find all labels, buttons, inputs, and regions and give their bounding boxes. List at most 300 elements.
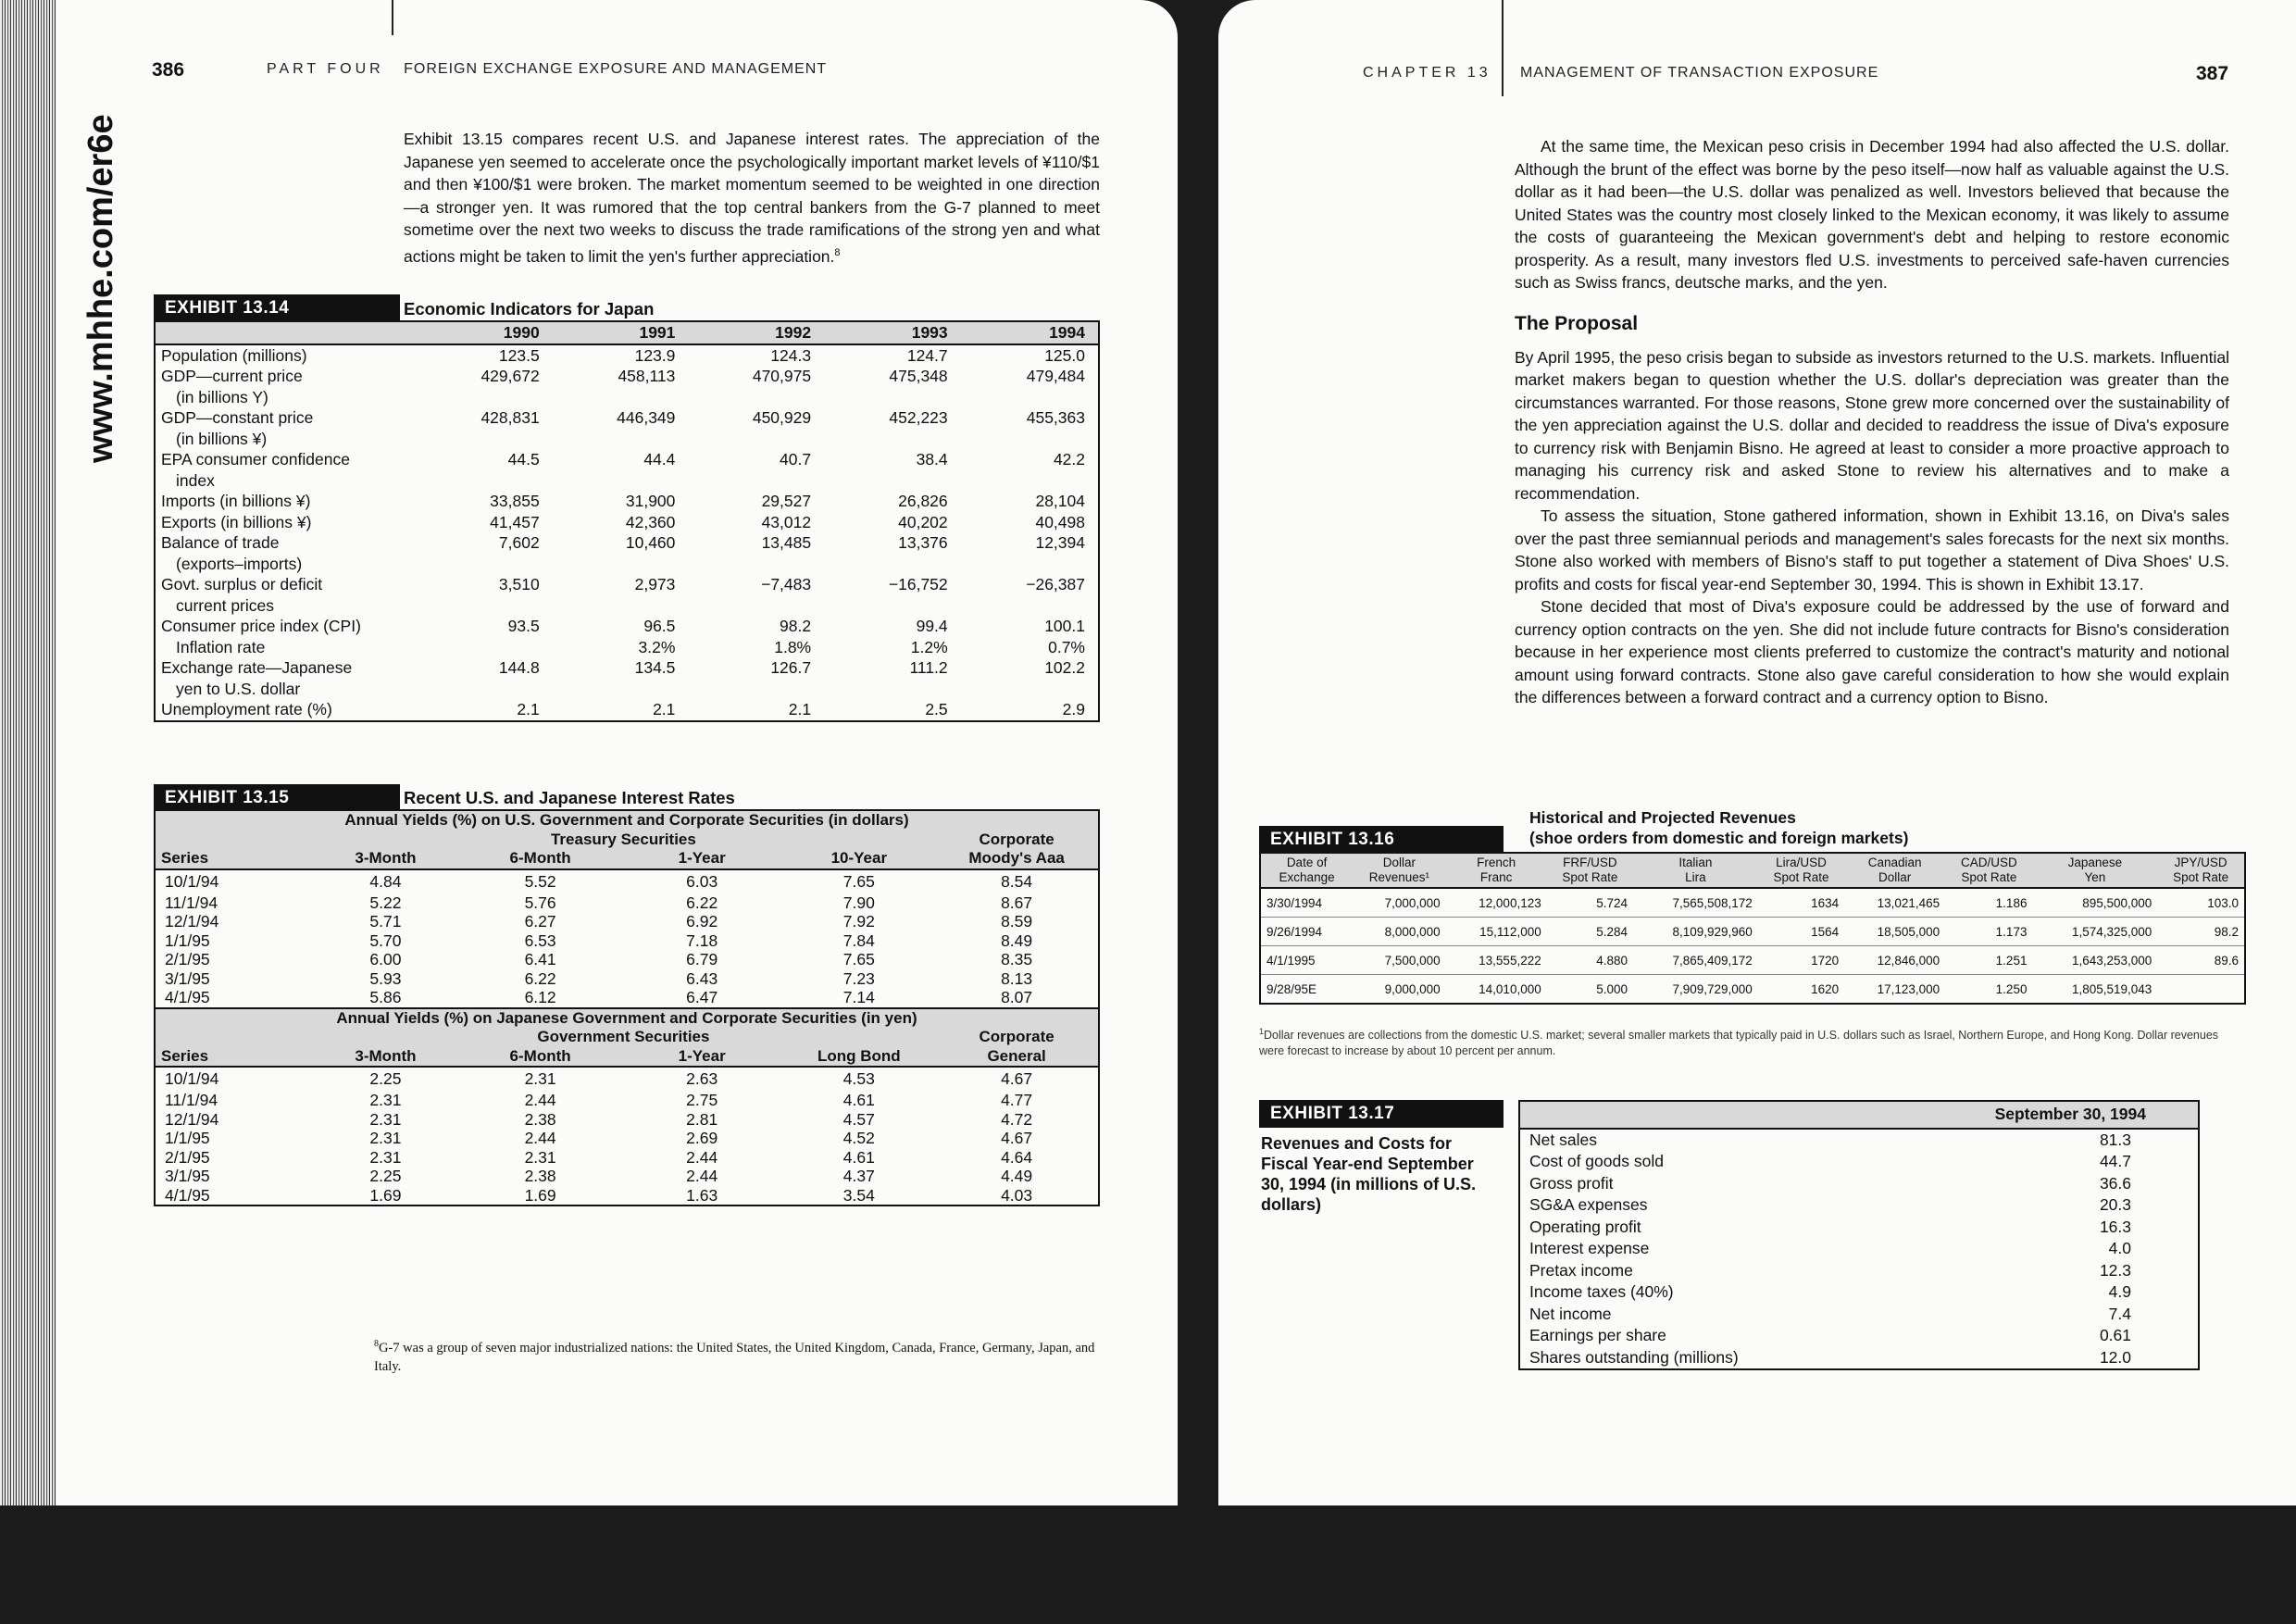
table-cell: 4.57 — [842, 1109, 875, 1129]
table-row — [155, 366, 1099, 407]
table-cell: 144.8 — [498, 658, 540, 677]
table-cell: 2/1/95 — [165, 950, 210, 968]
left-page — [0, 0, 1178, 1505]
table-row — [155, 1067, 1099, 1091]
table-cell: 7,865,409,172 — [1633, 946, 1758, 975]
paragraph-assess: To assess the situation, Stone gathered information, shown in Exhibit 13.16, on Diva's sales over the past three semiannual periods and management's sales forecasts for the next six months. Stone also worked with members of Bisno's staff to put together a statement of Diva Shoes' U.S. profits and costs for fiscal year-end September 30, 1994. This is shown in Exhibit 13.17. — [1515, 506, 2229, 593]
column-header-line: Franc — [1479, 870, 1513, 884]
row-label: SG&A expenses — [1529, 1195, 1648, 1214]
table-cell: 6.03 — [686, 871, 718, 891]
exhibit-1317-column-header: September 30, 1994 — [1519, 1101, 2199, 1129]
table-cell: 1/1/95 — [165, 1129, 210, 1147]
table-cell: 1,643,253,000 — [2032, 946, 2157, 975]
table-cell: 6.47 — [686, 988, 718, 1006]
row-value: 36.6 — [2099, 1173, 2131, 1193]
exhibit-1314-body — [155, 344, 1099, 721]
intro-paragraph-block — [404, 128, 1100, 268]
table-cell: 28,104 — [1035, 492, 1085, 510]
table-row — [1260, 918, 2245, 946]
table-cell: 124.3 — [770, 345, 812, 365]
table-cell: 5.71 — [369, 912, 402, 931]
row-value: 81.3 — [2099, 1130, 2131, 1149]
table-cell: 4.880 — [1547, 946, 1633, 975]
table-cell: 2.31 — [524, 1069, 556, 1089]
row-label-main: EPA consumer confidence — [161, 450, 350, 468]
exhibit-1317-table — [1518, 1100, 2200, 1370]
row-value: 7.4 — [2108, 1304, 2131, 1323]
table-cell: 42.2 — [1053, 450, 1085, 468]
table-row — [155, 988, 1099, 1008]
table-cell: 12/1/94 — [165, 1109, 219, 1129]
table-row — [155, 616, 1099, 637]
table-row — [1519, 1217, 2199, 1239]
table-row — [155, 1186, 1099, 1206]
column-header: Series — [155, 849, 312, 869]
table-cell: 1.8% — [774, 637, 812, 656]
running-head-left — [267, 61, 827, 78]
column-header: 6-Month — [459, 1047, 621, 1068]
table-cell: 4.61 — [842, 1147, 875, 1167]
exhibit-1316-title — [1529, 807, 1908, 848]
column-header: Series — [155, 1047, 312, 1068]
table-cell: 4.52 — [842, 1129, 875, 1147]
table-cell: 470,975 — [752, 367, 812, 385]
right-page — [1218, 0, 2296, 1505]
column-header: Moody's Aaa — [935, 849, 1099, 869]
running-head-title-right: MANAGEMENT OF TRANSACTION EXPOSURE — [1520, 65, 1879, 81]
column-header-line: Spot Rate — [1773, 870, 1829, 884]
table-cell: −7,483 — [761, 575, 812, 593]
row-label — [155, 699, 417, 721]
year-header: 1993 — [824, 321, 961, 344]
table-cell: 102.2 — [1044, 658, 1085, 677]
table-cell: 3.54 — [842, 1185, 875, 1205]
row-value: 4.9 — [2108, 1282, 2131, 1301]
table-cell: 7,565,508,172 — [1633, 888, 1758, 918]
row-label: Earnings per share — [1529, 1326, 1666, 1344]
row-label: Cost of goods sold — [1529, 1152, 1664, 1170]
table-cell: 458,113 — [618, 367, 676, 385]
row-label — [155, 574, 417, 616]
table-cell: 1720 — [1758, 946, 1844, 975]
table-cell: 4.49 — [1001, 1167, 1033, 1185]
chapter-label: CHAPTER 13 — [1363, 65, 1491, 81]
year-header: 1990 — [417, 321, 553, 344]
table-cell: 5.22 — [369, 893, 402, 912]
column-header — [2032, 853, 2157, 888]
row-value: 20.3 — [2099, 1195, 2131, 1214]
running-head-part: PART FOUR — [267, 61, 384, 77]
row-label: Gross profit — [1529, 1173, 1614, 1193]
table-cell: 2.75 — [686, 1091, 718, 1109]
table-cell: 10/1/94 — [165, 871, 219, 891]
row-label-main: Exchange rate—Japanese — [161, 658, 353, 677]
row-label — [155, 637, 417, 658]
exhibit-1315-body — [155, 810, 1099, 1206]
table-cell: 126.7 — [770, 658, 812, 677]
column-header-line: Italian — [1678, 856, 1713, 869]
row-label — [155, 344, 417, 367]
table-cell: 17,123,000 — [1844, 975, 1945, 1005]
column-header-line: Spot Rate — [1961, 870, 2017, 884]
row-label-main: Inflation rate — [176, 637, 266, 656]
note-mark: 1 — [1259, 1027, 1265, 1036]
table-cell: 10,460 — [625, 533, 676, 552]
exhibit-1314-table — [154, 320, 1100, 722]
sidebar-url: www.mhhe.com/er6e — [81, 114, 120, 463]
table-cell: 4.72 — [1001, 1109, 1033, 1129]
section-heading-proposal: The Proposal — [1515, 312, 1639, 334]
table-cell: 2.1 — [788, 700, 812, 718]
table-row — [1519, 1260, 2199, 1282]
row-label-sub: index — [176, 470, 215, 490]
table-row — [155, 1148, 1099, 1168]
table-cell: 44.4 — [643, 450, 676, 468]
row-label — [155, 491, 417, 512]
column-header-line: Yen — [2084, 870, 2106, 884]
table-cell: 4.03 — [1001, 1185, 1033, 1205]
table-row — [155, 574, 1099, 616]
table-cell: 93.5 — [507, 617, 540, 635]
table-cell: 1/1/95 — [165, 931, 210, 950]
table-row — [155, 931, 1099, 951]
jp-column-headers — [155, 1047, 1099, 1068]
table-cell: 7.23 — [842, 968, 875, 988]
table-cell: 12,846,000 — [1844, 946, 1945, 975]
table-cell: 31,900 — [625, 492, 676, 510]
column-header: 1-Year — [621, 849, 783, 869]
table-cell: 29,527 — [761, 492, 812, 510]
table-row — [155, 407, 1099, 449]
table-row — [155, 637, 1099, 658]
table-cell: 4.37 — [842, 1167, 875, 1185]
table-row — [155, 532, 1099, 574]
column-header — [1844, 853, 1945, 888]
table-cell: 1.69 — [524, 1185, 556, 1205]
column-header-line: Dollar — [1878, 870, 1912, 884]
column-header-line: Lira — [1685, 870, 1706, 884]
row-label-main: Exports (in billions ¥) — [161, 512, 312, 531]
column-header: 10-Year — [782, 849, 935, 869]
table-row — [155, 344, 1099, 367]
table-cell: 3/1/95 — [165, 968, 210, 988]
table-cell: 100.1 — [1044, 617, 1085, 635]
table-cell: 4.84 — [369, 871, 402, 891]
table-row — [155, 950, 1099, 969]
table-cell: 12,000,123 — [1446, 888, 1547, 918]
table-cell: 123.9 — [634, 345, 676, 365]
table-cell: 10/1/94 — [165, 1069, 219, 1089]
row-label-main: Govt. surplus or deficit — [161, 575, 323, 593]
table-cell: 2.31 — [369, 1109, 402, 1129]
intro-paragraph: Exhibit 13.15 compares recent U.S. and Japanese interest rates. The appreciation of the Japanese yen seemed to accelerate once the psychologically important market levels of ¥110/$1 and then ¥100/$1 were broken. The market momentum seemed to be weighted in one direction—a stronger yen. It was rumored that the top central bankers from the G-7 planned to meet sometime over the next two weeks to discuss the trade ramifications of the strong yen and what actions might be taken to limit the yen's further appreciation. — [404, 130, 1100, 266]
year-header: 1991 — [553, 321, 689, 344]
row-label — [155, 449, 417, 491]
row-label-main: GDP—current price — [161, 367, 303, 385]
table-cell: 452,223 — [889, 408, 948, 427]
table-cell: 4/1/95 — [165, 988, 210, 1006]
exhibit-1315-label: EXHIBIT 13.15 — [154, 784, 400, 812]
row-label-main: Unemployment rate (%) — [161, 700, 332, 718]
column-header-line: Japanese — [2067, 856, 2123, 869]
footnote-left — [374, 1335, 1102, 1376]
row-label: Operating profit — [1529, 1217, 1641, 1236]
table-cell: 2.38 — [524, 1109, 556, 1129]
exhibit-1316-table — [1259, 852, 2246, 1005]
us-corporate-group: Corporate — [979, 830, 1054, 848]
row-value: 12.0 — [2099, 1347, 2131, 1367]
table-row — [1519, 1347, 2199, 1370]
table-cell: 7.65 — [842, 871, 875, 891]
table-cell: 2.25 — [369, 1069, 402, 1089]
table-cell: 7,602 — [498, 533, 540, 552]
table-cell: 6.27 — [524, 912, 556, 931]
exhibit-1315-title: Recent U.S. and Japanese Interest Rates — [404, 788, 735, 807]
column-header-line: CAD/USD — [1960, 856, 2017, 869]
table-cell: 111.2 — [909, 658, 948, 677]
table-cell: 2.1 — [653, 700, 676, 718]
row-label-sub: (in billions Y) — [176, 387, 268, 406]
exhibit-1317-caption: Revenues and Costs for Fiscal Year-end September 30, 1994 (in millions of U.S. dollars) — [1261, 1134, 1477, 1214]
column-header-line: Revenues¹ — [1368, 870, 1430, 884]
table-cell: 125.0 — [1044, 345, 1085, 365]
table-cell: 1.69 — [369, 1185, 402, 1205]
table-row — [155, 1091, 1099, 1110]
table-cell: 2.25 — [369, 1167, 402, 1185]
table-cell: 4.64 — [1001, 1147, 1033, 1167]
table-cell: 5.52 — [524, 871, 556, 891]
table-cell: 1.251 — [1945, 946, 2032, 975]
table-cell: 5.000 — [1547, 975, 1633, 1005]
table-cell: 2.31 — [369, 1129, 402, 1147]
table-cell: 1.2% — [910, 637, 948, 656]
jp-government-group: Government Securities — [537, 1028, 710, 1045]
page-number-left: 386 — [152, 59, 185, 81]
column-header — [1633, 853, 1758, 888]
table-cell: 5.724 — [1547, 888, 1633, 918]
row-label: Interest expense — [1529, 1239, 1650, 1257]
table-cell: 446,349 — [617, 408, 676, 427]
row-value: 44.7 — [2099, 1152, 2131, 1170]
table-cell: 4.67 — [1001, 1129, 1033, 1147]
table-cell: 11/1/94 — [165, 893, 218, 912]
exhibit-1316-note — [1259, 1024, 2246, 1059]
row-value: 12.3 — [2099, 1260, 2131, 1280]
row-label: Pretax income — [1529, 1260, 1633, 1280]
running-head-rule-right — [1502, 0, 1504, 96]
table-cell: 12,394 — [1035, 533, 1085, 552]
table-cell: 1.173 — [1945, 918, 2032, 946]
column-header — [1446, 853, 1547, 888]
table-cell: 7,000,000 — [1353, 888, 1445, 918]
column-header — [1945, 853, 2032, 888]
table-cell: 38.4 — [916, 450, 948, 468]
table-row — [1519, 1129, 2199, 1152]
footnote-ref: 8 — [834, 246, 841, 258]
row-value: 4.0 — [2108, 1239, 2131, 1257]
column-header: 3-Month — [312, 1047, 460, 1068]
table-cell: 8.07 — [1001, 988, 1033, 1006]
table-cell: 429,672 — [480, 367, 540, 385]
table-cell: 42,360 — [625, 512, 676, 531]
table-row — [155, 449, 1099, 491]
table-cell: 99.4 — [916, 617, 948, 635]
table-cell: 2.31 — [369, 1091, 402, 1109]
table-row — [1519, 1304, 2199, 1326]
row-label: Income taxes (40%) — [1529, 1282, 1674, 1301]
row-label-sub: yen to U.S. dollar — [176, 679, 301, 698]
table-cell: 3,510 — [498, 575, 540, 593]
column-header-line: Canadian — [1867, 856, 1922, 869]
jp-title-row — [155, 1008, 1099, 1029]
table-cell: 40,202 — [898, 512, 948, 531]
table-cell: 5.86 — [369, 988, 402, 1006]
table-cell: 3/1/95 — [165, 1167, 210, 1185]
table-cell: 124.7 — [906, 345, 948, 365]
exhibit-1314-header-row — [155, 321, 1099, 344]
book-spine-edge — [0, 0, 56, 1505]
table-cell: 455,363 — [1026, 408, 1085, 427]
column-header-line: Spot Rate — [2173, 870, 2229, 884]
table-cell: 40.7 — [780, 450, 812, 468]
table-row — [1519, 1325, 2199, 1347]
table-cell: 40,498 — [1035, 512, 1085, 531]
table-cell: 3.2% — [638, 637, 676, 656]
table-cell: 6.00 — [369, 950, 402, 968]
column-header: Long Bond — [782, 1047, 935, 1068]
column-header-line: Dollar — [1382, 856, 1416, 869]
table-cell: 18,505,000 — [1844, 918, 1945, 946]
table-cell: 11/1/94 — [165, 1091, 218, 1109]
table-row — [155, 699, 1099, 721]
column-header: 6-Month — [459, 849, 621, 869]
table-cell: 7,500,000 — [1353, 946, 1445, 975]
table-row — [1260, 975, 2245, 1005]
exhibit-1316-body — [1260, 888, 2245, 1004]
table-cell: 4.77 — [1001, 1091, 1033, 1109]
table-cell: 5.76 — [524, 893, 556, 912]
jp-yields-title: Annual Yields (%) on Japanese Government and Corporate Securities (in yen) — [155, 1008, 1099, 1029]
column-header — [2157, 853, 2245, 888]
column-header-line: JPY/USD — [2174, 856, 2227, 869]
header-blank-cell — [155, 321, 417, 344]
table-row — [155, 912, 1099, 931]
table-cell: −26,387 — [1026, 575, 1085, 593]
column-header-line: French — [1477, 856, 1516, 869]
table-cell: 8,000,000 — [1353, 918, 1445, 946]
table-row — [155, 657, 1099, 699]
table-cell: 475,348 — [889, 367, 948, 385]
table-cell: 2.81 — [686, 1109, 718, 1129]
table-cell: 33,855 — [490, 492, 540, 510]
table-cell: 2/1/95 — [165, 1147, 210, 1167]
table-cell: 7.90 — [842, 893, 875, 912]
jp-corporate-group: Corporate — [979, 1028, 1054, 1045]
table-cell: 13,485 — [761, 533, 812, 552]
running-head-rule — [392, 0, 393, 35]
table-row — [1519, 1151, 2199, 1173]
table-cell: 98.2 — [2157, 918, 2245, 946]
footnote-text: G-7 was a group of seven major industrialized nations: the United States, the United Kingdom, Canada, France, Germany, Japan, and Italy. — [374, 1340, 1095, 1374]
jp-group-row — [155, 1028, 1099, 1047]
table-cell: 123.5 — [498, 345, 540, 365]
row-label-main: Balance of trade — [161, 533, 280, 552]
table-cell: 8.13 — [1001, 968, 1033, 988]
table-cell: 5.70 — [369, 931, 402, 950]
table-cell: 44.5 — [507, 450, 540, 468]
table-row — [155, 1129, 1099, 1148]
table-cell: 13,021,465 — [1844, 888, 1945, 918]
row-label: Net sales — [1529, 1130, 1597, 1149]
table-cell: 8.59 — [1001, 912, 1033, 931]
table-cell: 4/1/1995 — [1260, 946, 1353, 975]
exhibit-1314-label: EXHIBIT 13.14 — [154, 294, 400, 322]
column-header: General — [935, 1047, 1099, 1068]
table-row — [1260, 888, 2245, 918]
exhibit-1316-label: EXHIBIT 13.16 — [1259, 826, 1504, 854]
table-row — [155, 969, 1099, 989]
table-row — [155, 1110, 1099, 1130]
column-header: 1-Year — [621, 1047, 783, 1068]
table-cell: 12/1/94 — [165, 912, 219, 931]
table-cell: 4.67 — [1001, 1069, 1033, 1089]
table-cell: 1.63 — [686, 1185, 718, 1205]
table-cell: 7.84 — [842, 931, 875, 950]
exhibit-1317-body — [1519, 1129, 2199, 1370]
table-cell: 2.69 — [686, 1129, 718, 1147]
exhibit-1315-table — [154, 809, 1100, 1206]
row-label — [155, 616, 417, 637]
row-label — [155, 407, 417, 449]
table-cell: 2.44 — [686, 1167, 718, 1185]
table-cell: 15,112,000 — [1446, 918, 1547, 946]
table-cell: 2.5 — [925, 700, 948, 718]
table-row — [155, 491, 1099, 512]
row-label — [155, 366, 417, 407]
table-cell: 2.63 — [686, 1069, 718, 1089]
table-cell: 96.5 — [643, 617, 676, 635]
table-cell: 89.6 — [2157, 946, 2245, 975]
column-header-line: Spot Rate — [1562, 870, 1618, 884]
paragraph-decision: Stone decided that most of Diva's exposure could be addressed by the use of forward and currency option contracts on the yen. She did not include future contracts for Bisno's consideration because in her experience most clients preferred to customize the contract's maturity and notional amount using forward contracts. Stone also gave careful consideration to how she would explain the differences between a forward contract and a currency option to Bisno. — [1515, 597, 2229, 706]
table-cell: 13,376 — [898, 533, 948, 552]
table-cell: 13,555,222 — [1446, 946, 1547, 975]
table-cell: 2.1 — [517, 700, 540, 718]
table-cell: 43,012 — [761, 512, 812, 531]
table-cell: 2.31 — [524, 1147, 556, 1167]
us-yields-title: Annual Yields (%) on U.S. Government and Corporate Securities (in dollars) — [344, 811, 909, 829]
running-head-title: FOREIGN EXCHANGE EXPOSURE AND MANAGEMENT — [404, 61, 828, 77]
column-header — [1547, 853, 1633, 888]
row-label-main: Imports (in billions ¥) — [161, 492, 311, 510]
table-row — [1519, 1238, 2199, 1260]
column-header-line: FRF/USD — [1563, 856, 1617, 869]
exhibit-1314-title: Economic Indicators for Japan — [404, 299, 655, 319]
table-cell — [417, 637, 553, 658]
table-cell: 6.79 — [686, 950, 718, 968]
column-header: 3-Month — [312, 849, 460, 869]
table-row — [155, 893, 1099, 913]
row-label-main: Population (millions) — [161, 345, 307, 365]
table-cell: 8,109,929,960 — [1633, 918, 1758, 946]
table-cell: 4/1/95 — [165, 1185, 210, 1205]
table-cell: 98.2 — [780, 617, 812, 635]
table-cell: 1634 — [1758, 888, 1844, 918]
table-cell: 103.0 — [2157, 888, 2245, 918]
table-cell: 2.31 — [369, 1147, 402, 1167]
exhibit-1317-label: EXHIBIT 13.17 — [1259, 1100, 1504, 1128]
paragraph-proposal: By April 1995, the peso crisis began to subside as investors returned to the U.S. markets. Influential market makers began to question whether the U.S. dollar's depreciation was greater than the circumstances warranted. For those reasons, Stone grew more concerned over the sustainability of the yen appreciation against the U.S. dollar and decided to readdress the issue of Diva's exposure to currency risk with Benjamin Bisno. He agreed at least to consider a more proactive approach to managing his currency risk and asked Stone to review his alternatives and to make a recommendation. — [1515, 347, 2229, 503]
